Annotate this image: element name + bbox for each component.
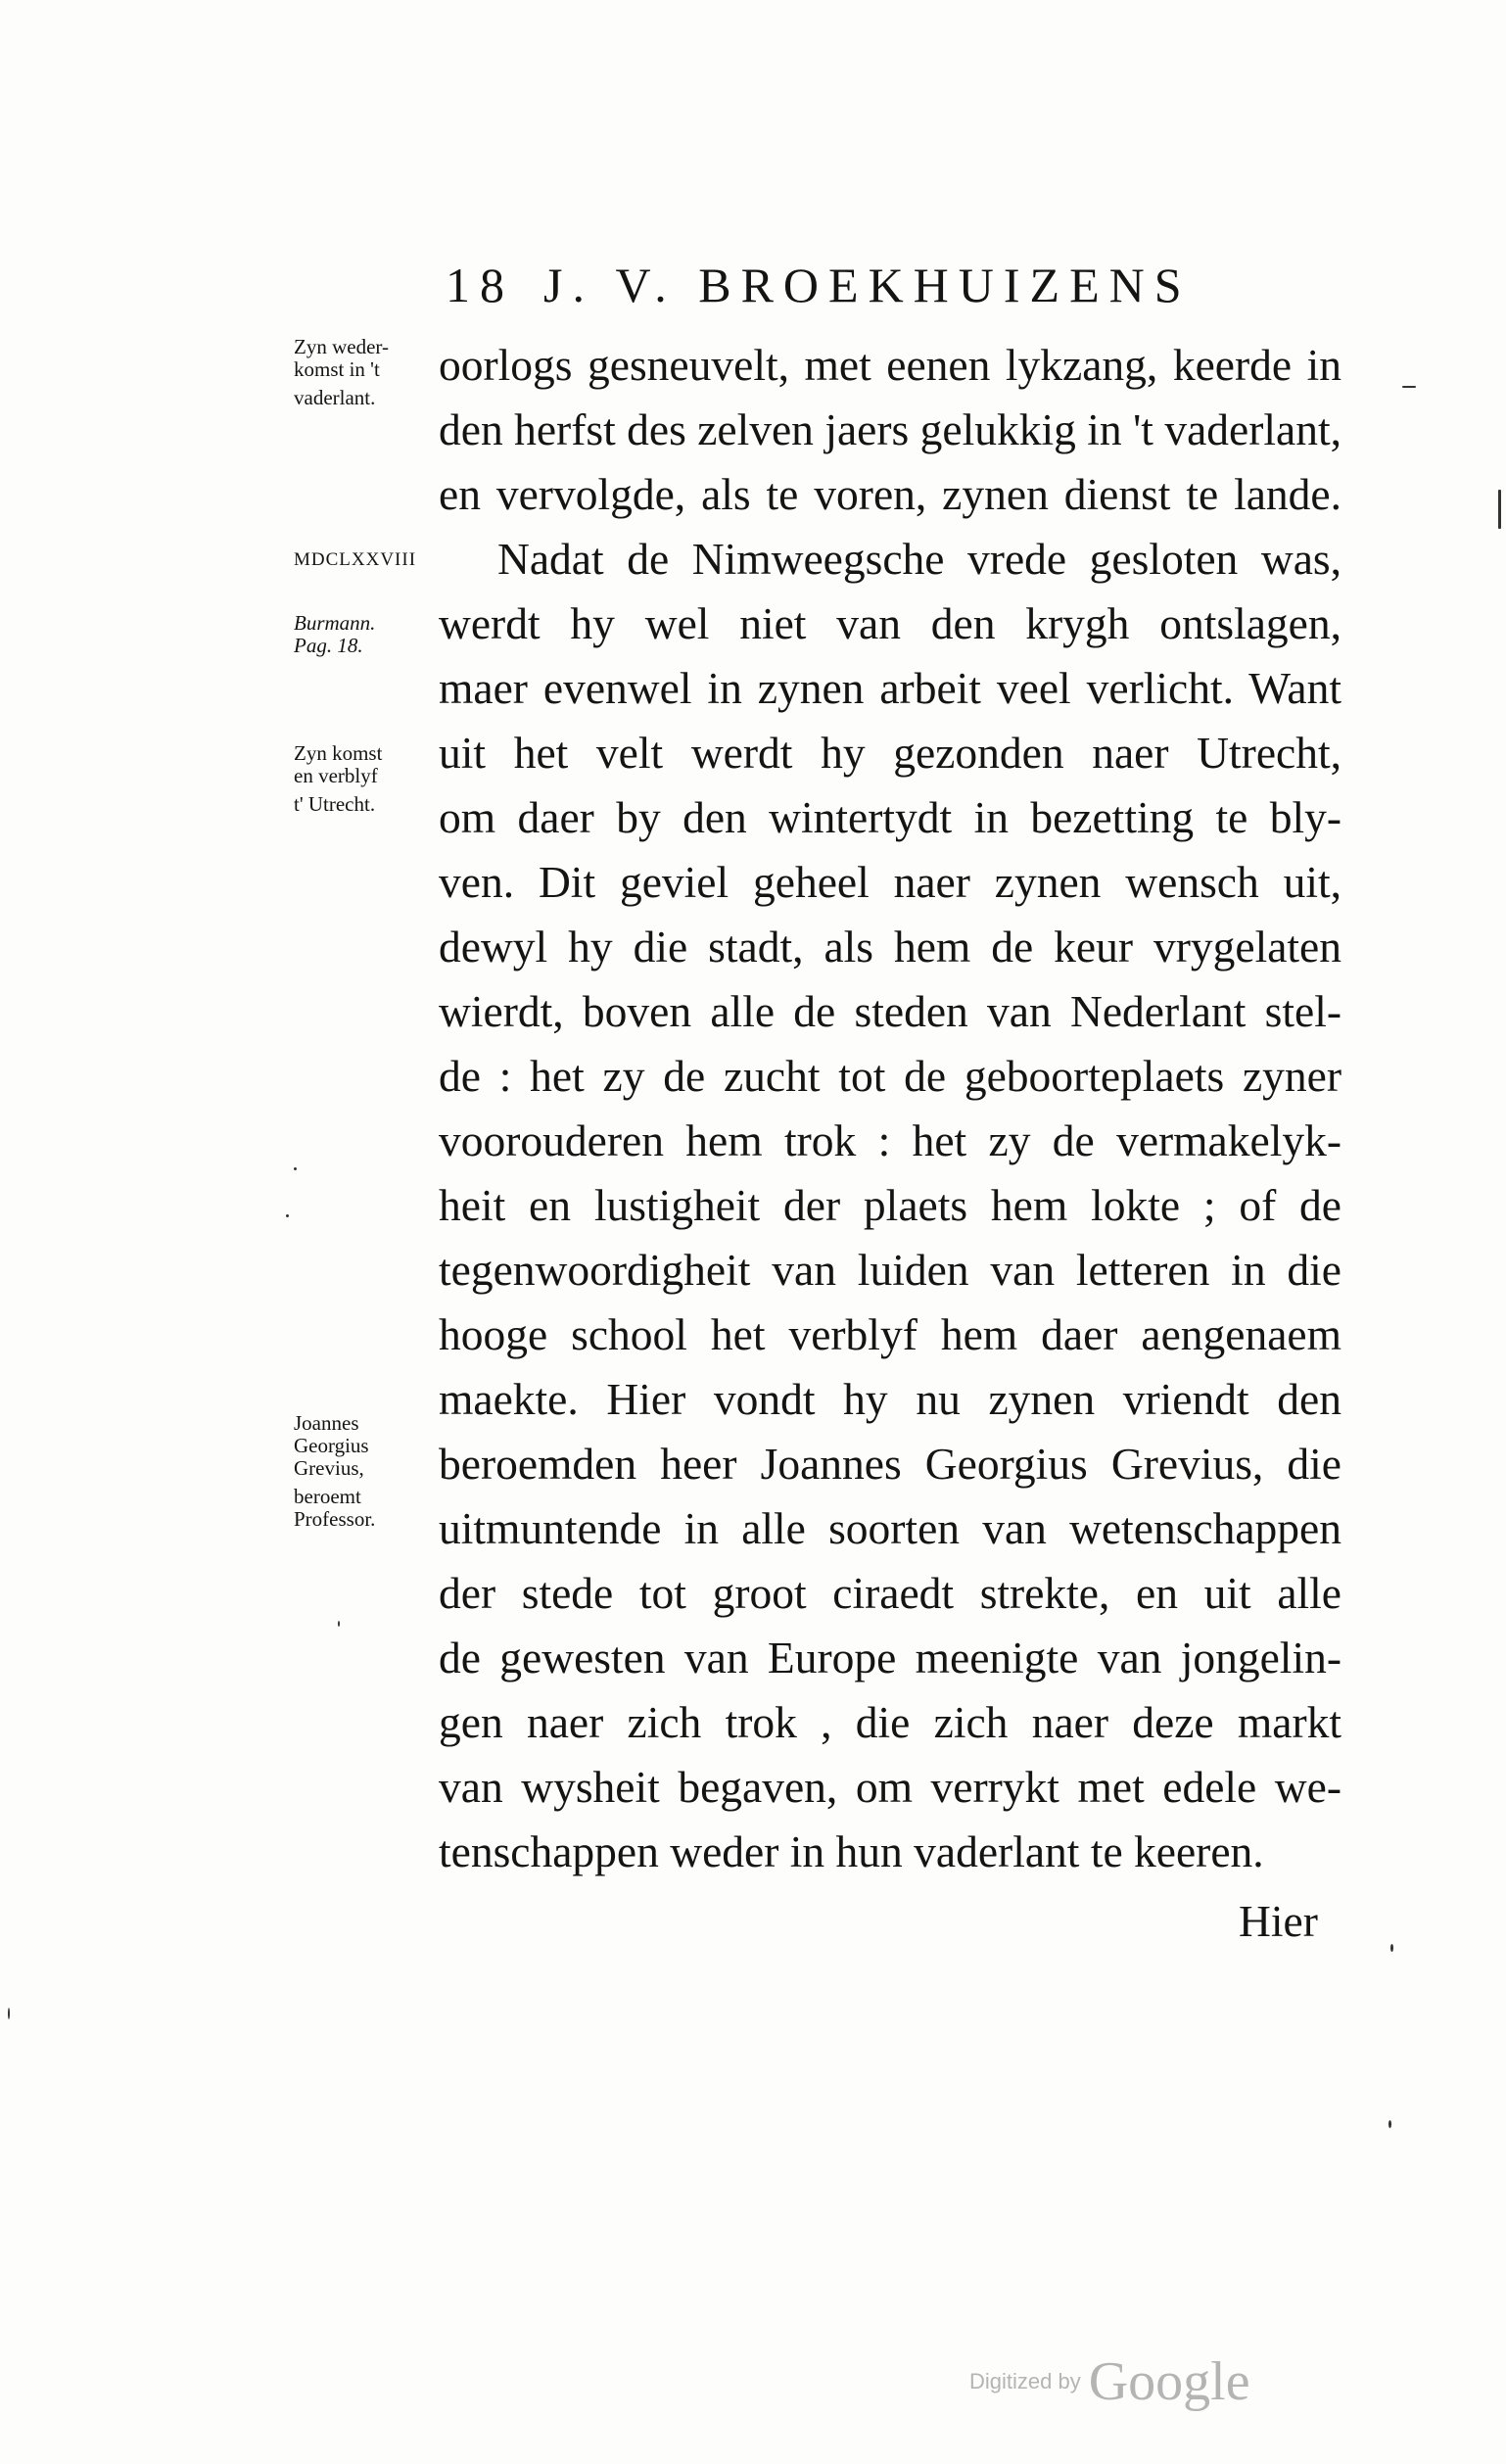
watermark-prefix: Digitized by [969,2369,1081,2393]
text-line: de gewesten van Europe meenigte van jongelin- [439,1633,1341,1682]
scan-artifact [286,1214,289,1217]
marginal-note-line: vaderlant. [294,386,376,409]
text-line: de : het zy de zucht tot de geboorteplaets zyner [439,1051,1341,1101]
marginal-note-citation [294,612,375,657]
google-logo: Google [1088,2351,1250,2412]
marginal-note-line: Burmann. [294,611,376,635]
text-line: tenschappen weder in hun vaderlant te keeren. [439,1826,1264,1876]
text-line: om daer by den wintertydt in bezetting te bly- [439,792,1341,842]
marginal-note-line: Pag. 18. [294,634,363,657]
scan-artifact [1498,490,1501,529]
text-line: hooge school het verblyf hem daer aengenaem [439,1309,1341,1359]
marginal-note-line: en verblyf [294,764,378,787]
scan-artifact [338,1621,340,1627]
text-line: uit het velt werdt hy gezonden naer Utrecht, [439,728,1341,778]
text-line: Nadat de Nimweegsche vrede gesloten was, [497,534,1341,584]
marginal-note-line: Grevius, [294,1456,364,1480]
digitized-by-google-watermark [969,2350,1250,2413]
text-line: maekte. Hier vondt hy nu zynen vriendt den [439,1374,1341,1424]
text-line: der stede tot groot ciraedt strekte, en uit alle [439,1568,1341,1618]
body-text [439,333,1341,1884]
text-line: maer evenwel in zynen arbeit veel verlicht. Want [439,663,1341,713]
scan-artifact [1388,2120,1391,2128]
marginal-note-utrecht [294,742,382,816]
marginal-note-line: Professor. [294,1507,376,1531]
marginal-note-return-home [294,336,389,409]
scan-artifact [1402,386,1416,388]
text-line: gen naer zich trok , die zich naer deze markt [439,1697,1341,1747]
marginal-note-line: beroemt [294,1485,361,1508]
text-line: voorouderen hem trok : het zy de vermakelyk- [439,1115,1341,1165]
text-line: dewyl hy die stadt, als hem de keur vrygelaten [439,922,1341,971]
text-line: van wysheit begaven, om verrykt met edele we- [439,1762,1341,1812]
marginal-note-line: MDCLXXVIII [294,549,417,570]
marginal-note-line: Georgius [294,1434,369,1457]
text-line: oorlogs gesneuvelt, met eenen lykzang, keerde in [439,340,1341,390]
marginal-note-line: Zyn komst [294,741,383,765]
marginal-note-year [294,548,416,571]
marginal-note-line: Joannes [294,1411,359,1435]
text-line: werdt hy wel niet van den krygh ontslagen, [439,598,1341,648]
text-line: ven. Dit geviel geheel naer zynen wensch uit, [439,857,1341,907]
marginal-note-line: Zyn weder- [294,335,389,358]
marginal-note-line: komst in 't [294,357,380,381]
scan-artifact [1390,1944,1393,1952]
running-title: J. V. BROEKHUIZENS [543,258,1192,312]
text-line: heit en lustigheit der plaets hem lokte ; of de [439,1180,1341,1230]
marginal-note-line: t' Utrecht. [294,792,376,816]
page-number: 18 [446,258,514,312]
text-line: uitmuntende in alle soorten van wetenschappen [439,1503,1341,1553]
text-line: wierdt, boven alle de steden van Nederlant stel- [439,986,1341,1036]
scan-artifact [294,1167,297,1170]
marginal-note-grevius [294,1412,375,1531]
scan-artifact [8,2008,10,2019]
text-line: en vervolgde, als te voren, zynen dienst te lande. [439,469,1341,519]
text-line: den herfst des zelven jaers gelukkig in 't vaderlant, [439,404,1341,454]
text-line: beroemden heer Joannes Georgius Grevius, die [439,1439,1341,1489]
text-line: tegenwoordigheit van luiden van letteren in die [439,1245,1341,1295]
running-header [446,257,1192,313]
catchword: Hier [1239,1896,1318,1946]
